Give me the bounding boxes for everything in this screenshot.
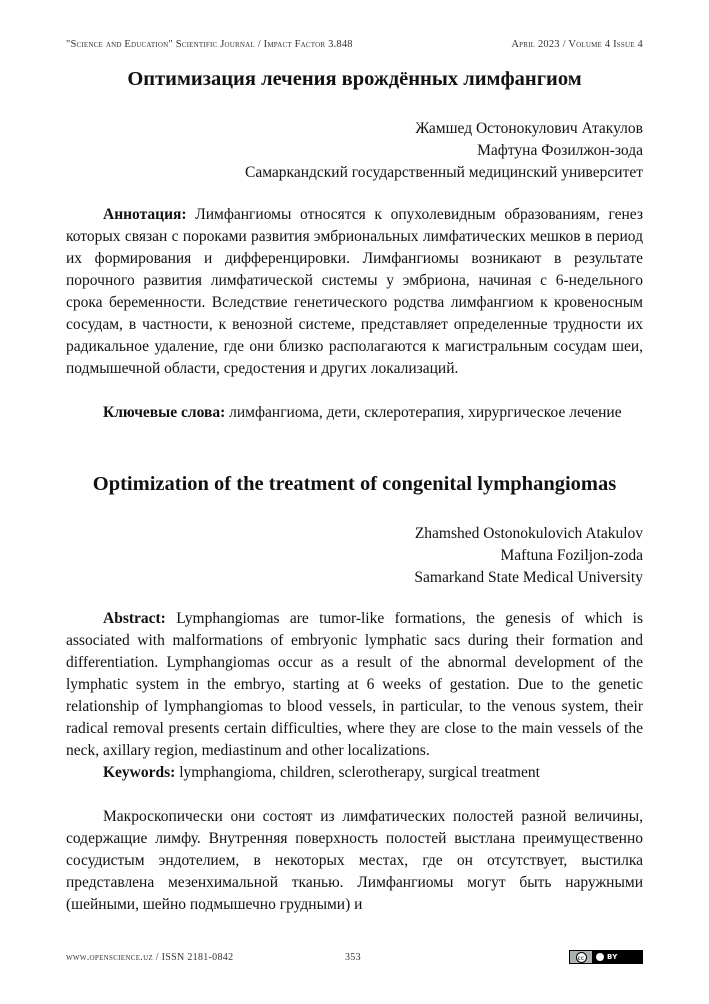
authors-block-en bbox=[66, 523, 643, 589]
cc-by-text: BY bbox=[607, 953, 618, 961]
keywords-text-ru: лимфангиома, дети, склеротерапия, хирургическое лечение bbox=[229, 404, 622, 421]
article-title-ru: Оптимизация лечения врождённых лимфангиом bbox=[127, 68, 582, 90]
author-2-en: Maftuna Foziljon-zoda bbox=[500, 547, 643, 564]
abstract-text-ru: Лимфангиомы относятся к опухолевидным образованиям, генез которых связан с пороками развития эмбриональных лимфатических мешков в период их формирования и дифференцировки. Лимфангиомы возникают в результате порочного развития лимфатической системы у эмбриона, начиная с 6-недельного срока беременности. Вследствие генетического родства лимфангиом к кровеносным сосудам, в частности, к венозной системе, представляет определенные трудности их радикальное удаление, где они близко располагаются к магистральным сосудам шеи, подмышечной области, средостения и других локализаций. bbox=[66, 206, 643, 377]
keywords-en bbox=[66, 762, 643, 784]
body-paragraph: Макроскопически они состоят из лимфатических полостей разной величины, содержащие лимфу. Внутренняя поверхность полостей выстлана преимущественно сосудистым эндотелием, в некоторых местах, где он отсутствует, выстилка представлена мезенхимальной тканью. Лимфангиомы могут быть наружными (шейными, шейно подмышечно грудными) и bbox=[66, 808, 643, 913]
author-2-ru: Мафтуна Фозилжон-зода bbox=[477, 142, 643, 159]
affiliation-ru: Самаркандский государственный медицинский университет bbox=[244, 164, 643, 181]
author-1-en: Zhamshed Ostonokulovich Atakulov bbox=[414, 525, 643, 542]
affiliation-en: Samarkand State Medical University bbox=[414, 569, 643, 586]
cc-logo-icon bbox=[570, 951, 592, 963]
abstract-label-ru: Аннотация: bbox=[103, 206, 187, 223]
running-header bbox=[66, 39, 643, 50]
abstract-ru bbox=[66, 204, 643, 380]
journal-info: "Science and Education" Scientific Journal / Impact Factor 3.848 bbox=[66, 39, 353, 50]
abstract-text-en: Lymphangiomas are tumor-like formations, the genesis of which is associated with malformations of embryonic lymphatic sacs during their formation and differentiation. Lymphangiomas occur as a result of the abnormal development of the lymphatic system in the embryo, starting at 6 weeks of gestation. Due to the genetic relationship of lymphangiomas to blood vessels, in particular, to the venous system, their radical removal presents certain difficulties, where they are close to the main vessels of the neck, axillary region, mediastinum and other localizations. bbox=[66, 610, 643, 759]
cc-by-label bbox=[592, 951, 642, 963]
page-footer bbox=[66, 950, 643, 966]
keywords-text-en: lymphangioma, children, sclerotherapy, surgical treatment bbox=[179, 764, 540, 781]
issue-info: April 2023 / Volume 4 Issue 4 bbox=[511, 39, 643, 50]
footer-site[interactable]: www.openscience.uz / ISSN 2181-0842 bbox=[66, 952, 234, 963]
person-icon bbox=[596, 953, 604, 961]
abstract-en bbox=[66, 608, 643, 762]
abstract-label-en: Abstract: bbox=[103, 610, 166, 627]
keywords-label-en: Keywords: bbox=[103, 764, 176, 781]
article-title-en: Optimization of the treatment of congenital lymphangiomas bbox=[92, 473, 617, 495]
page-number: 353 bbox=[345, 952, 361, 963]
keywords-label-ru: Ключевые слова: bbox=[103, 404, 226, 421]
cc-by-icon[interactable] bbox=[569, 950, 643, 964]
keywords-ru bbox=[66, 402, 643, 424]
author-1-ru: Жамшед Остонокулович Атакулов bbox=[415, 120, 643, 137]
authors-block-ru bbox=[66, 118, 643, 184]
cc-circle-icon: cc bbox=[576, 952, 587, 963]
